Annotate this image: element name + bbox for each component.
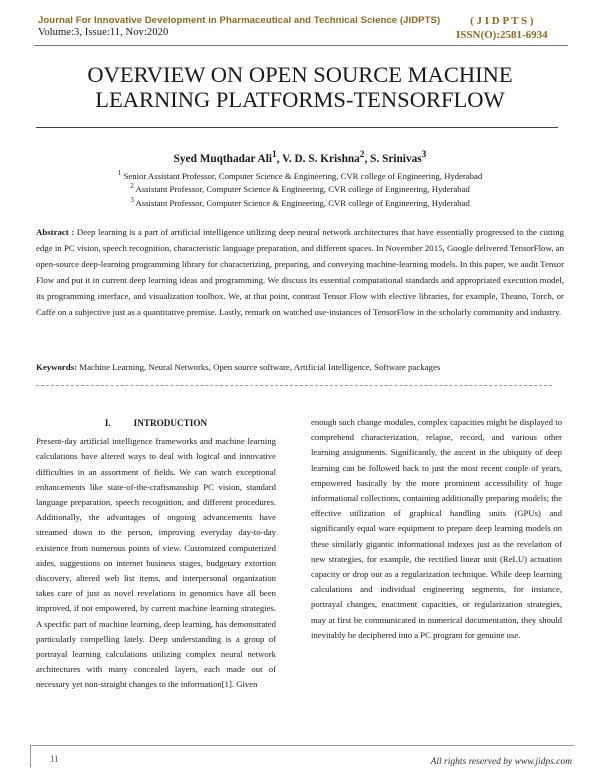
author-list: Syed Muqthadar Ali$^1$, V. D. S. Krishna$^2$, S. Srinivas$^3$ <box>173 150 427 165</box>
volume-info: Volume:3, Issue:11, Nov:2020 <box>38 27 169 38</box>
author-sup: 1 <box>272 150 277 160</box>
page-number: 11 <box>50 754 59 764</box>
left-column <box>36 416 276 693</box>
keywords <box>36 362 564 372</box>
keywords-divider <box>36 385 552 386</box>
abstract <box>36 224 564 321</box>
affiliation-sup: 2 <box>130 182 134 191</box>
affiliations <box>0 168 600 208</box>
abstract-label: Abstract : <box>36 227 75 237</box>
keywords-text: Machine Learning, Neural Networks, Open source software, Artificial Intelligence, Software packages <box>79 362 441 372</box>
affiliation <box>0 168 600 181</box>
footer-tick <box>30 745 31 767</box>
author-sup: 2 <box>359 150 365 160</box>
affiliation-sup: 3 <box>130 195 134 204</box>
header-divider <box>34 45 568 46</box>
section-heading: I. INTRODUCTION <box>104 418 208 428</box>
affiliation <box>0 181 600 194</box>
title-divider <box>36 127 558 128</box>
intro-text-right: enough such change modules, complex capacities might be displayed to comprehend characterization, relapse, record, and various other learning assignments. Significantly, the ascent in the ubiquity of deep learning can be followed back to just the most recent couple of years, empowered basically by the more prominent accessibility of huge informational collections, containing additionally preparing models; the effective utilization of graphical handling units (GPUs) and significantly equal ware equipment to prepare deep learning models on these similarly gigantic informational indexes just as the revelation of new strategies, for example, the rectified linear unit (ReLU) actuation capacity or drop out as a regularization technique. While deep learning calculations and individual engineering segments, for instance, portrayal changes, enactment capacities, or regularization strategies, may at first be communicated in numerical documentation, they should inevitably be deciphered into a PC program for genuine use. <box>311 417 562 640</box>
affiliation-text: Assistant Professor, Computer Science & Engineering, CVR college of Engineering, Hyderabad <box>135 197 470 208</box>
journal-name: Journal For Innovative Development in Pharmaceutical and Technical Science (JIDPTS) <box>38 15 441 26</box>
affiliation <box>0 195 600 208</box>
title-line-1: OVERVIEW ON OPEN SOURCE MACHINE <box>87 62 513 87</box>
right-column <box>311 415 562 643</box>
author-name: S. Srinivas <box>370 152 422 165</box>
journal-id-block <box>456 14 548 42</box>
journal-acronym: ( J I D P T S ) <box>470 15 534 27</box>
author-name: Syed Muqthadar Ali <box>173 152 272 165</box>
affiliation-sup: 1 <box>117 169 122 177</box>
title-line-2: LEARNING PLATFORMS-TENSORFLOW <box>95 87 505 112</box>
affiliation-text: Senior Assistant Professor, Computer Science & Engineering, CVR college of Engineering, Hyderabad <box>123 170 483 181</box>
keywords-label: Keywords: <box>36 362 78 372</box>
footer-divider <box>30 745 574 746</box>
paper-title <box>40 62 560 112</box>
author-name: V. D. S. Krishna <box>282 152 360 165</box>
author-sup: 3 <box>421 150 427 160</box>
intro-text-left: Present-day artificial intelligence frameworks and machine learning calculations have altered ways to deal with logical and innovative difficulties in an assortment of fields. We can watch exceptional enhancements like state-of-the-craftsmanship PC vision, standard language preparation, speech recognition, and different procedures. Additionally, the advantages of ongoing advancements have streamed down to the person, improving everyday day-to-day existence from numerous points of view. Customized computerized aides, suggestions on internet business stages, budgetary extortion discovery, altered web list items, and interpersonal organization takes care of just as novel revelations in genomics have all been improved, if not empowered, by current machine learning strategies. A specific part of machine learning, deep learning, has demonstrated particularly compelling lately. Deep understanding is a group of portrayal learning calculations utilizing complex neural network architectures with many concealed layers, each made out of necessary yet non-straight changes to the information[1]. Given <box>36 436 276 690</box>
rights-notice: All rights reserved by www.jidps.com <box>430 757 572 767</box>
journal-header <box>38 15 440 38</box>
issn: ISSN(O):2581-6934 <box>456 29 548 41</box>
abstract-text: Deep learning is a part of artificial intelligence utilizing deep neural network architectures that have essentially progressed to the cutting edge in PC vision, speech recognition, characteristic language preparation, and different spaces. In November 2015, Google delivered TensorFlow, an open-source deep-learning programming library for characterizing, preparing, and conveying machine-learning models. In this paper, we audit Tensor Flow and put it in current deep learning ideas and programming. We discuss its essential computational standards and appropriated execution model, its programming interface, and visualization toolbox. We, at that point, contrast Tensor Flow with elective libraries, for example, Theano, Torch, or Caffe on a subjective just as a quantitative premise. Lastly, remark on watched use-instances of TensorFlow in the scholarly community and industry. <box>36 227 564 318</box>
affiliation-text: Assistant Professor, Computer Science & Engineering, CVR college of Engineering, Hyderabad <box>135 184 470 195</box>
